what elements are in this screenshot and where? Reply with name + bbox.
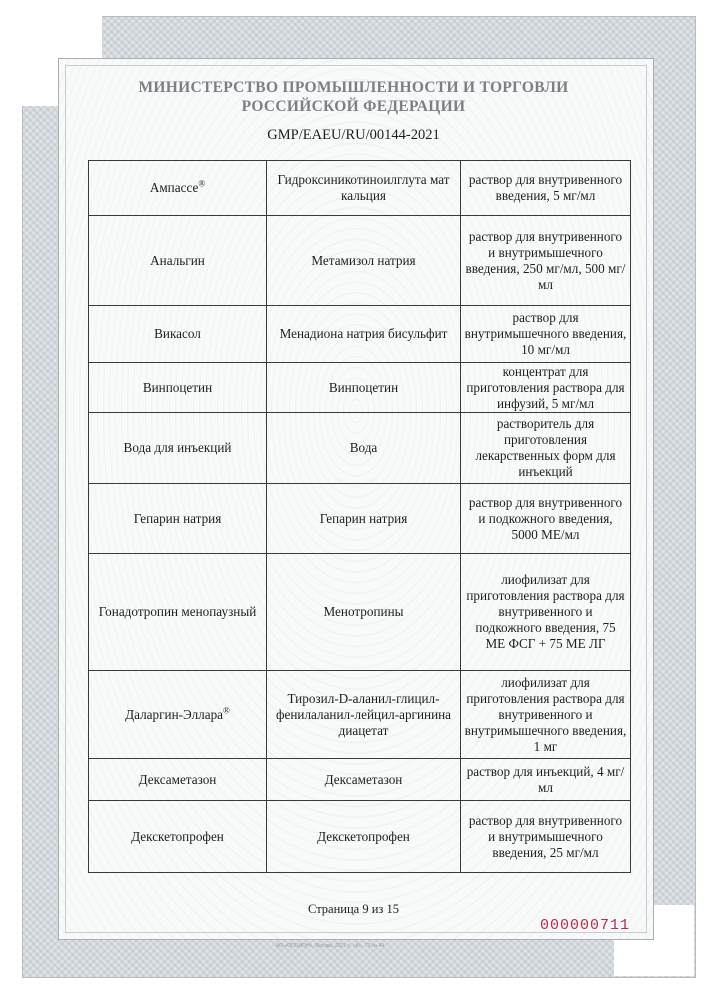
inn-cell: Гепарин натрия [267,484,461,554]
trade-name: Винпоцетин [142,379,213,395]
table-row [89,363,631,413]
dosage-form-cell: раствор для внутривенного и внутримышечного введения, 25 мг/мл [461,801,631,873]
registered-mark: ® [198,178,206,189]
dosage-form-cell: раствор для внутривенного введения, 5 мг/мл [461,161,631,216]
table-row [89,216,631,306]
trade-name-cell [89,759,267,801]
trade-name: Ампассе [149,180,199,195]
certificate-number: GMP/EAEU/RU/00144-2021 [267,127,440,143]
dosage-form-cell: раствор для инъекций, 4 мг/мл [461,759,631,801]
registered-mark: ® [223,705,230,716]
trade-name-cell [89,306,267,363]
printer-imprint: АО «ОПЦИОН», Москва, 2021 г., «Б», ТЗ № 44. [276,943,386,949]
trade-name: Викасол [154,326,201,341]
dosage-form-cell: концентрат для приготовления раствора для инфузий, 5 мг/мл [461,363,631,413]
inn-cell: Менадиона натрия бисульфит [267,306,461,363]
dosage-form-cell: лиофилизат для приготовления раствора для внутривенного и внутримышечного введения, 1 мг [461,671,631,759]
trade-name-cell [89,671,267,759]
table-row [89,759,631,801]
trade-name-cell [89,554,267,671]
table-row [89,671,631,759]
trade-name: Вода для инъекций [123,440,232,455]
dosage-form-cell: раствор для внутривенного и внутримышечного введения, 250 мг/мл, 500 мг/мл [461,216,631,306]
dosage-form-cell: лиофилизат для приготовления раствора для внутривенного и подкожного введения, 75 МЕ ФСГ + 75 МЕ ЛГ [461,554,631,671]
inn-cell: Тирозил-D-аланил-глицил-фенилаланил-лейцил-аргинина диацетат [267,671,461,759]
table-row [89,161,631,216]
inn-cell: Метамизол натрия [267,216,461,306]
trade-name: Анальгин [150,252,205,268]
inn-cell: Гидроксиникотиноилглута мат кальция [267,161,461,216]
table-row [89,554,631,671]
serial-number: 000000711 [540,917,631,934]
table-row [89,413,631,484]
ministry-title-line1: МИНИСТЕРСТВО ПРОМЫШЛЕННОСТИ И ТОРГОВЛИ [138,79,569,96]
trade-name-cell [89,161,267,216]
trade-name-cell [89,216,267,306]
inn-cell: Дексаметазон [267,759,461,801]
trade-name-cell [89,484,267,554]
table-row [89,484,631,554]
inn-cell: Декскетопрофен [267,801,461,873]
inn-cell: Вода [267,413,461,484]
page-number: Страница 9 из 15 [308,902,399,916]
dosage-form-cell: растворитель для приготовления лекарственных форм для инъекций [461,413,631,484]
trade-name-cell [89,801,267,873]
trade-name-cell [89,413,267,484]
inn-cell: Менотропины [267,554,461,671]
table-row [89,306,631,363]
trade-name: Гонадотропин менопаузный [98,604,257,619]
trade-name: Декскетопрофен [131,828,224,844]
trade-name: Дексаметазон [138,771,217,787]
table-row [89,801,631,873]
dosage-form-cell: раствор для внутривенного и подкожного введения, 5000 МЕ/мл [461,484,631,554]
dosage-form-cell: раствор для внутримышечного введения, 10 мг/мл [461,306,631,363]
ministry-title-line2: РОССИЙСКОЙ ФЕДЕРАЦИИ [241,98,466,115]
trade-name: Даларгин-Эллара [125,706,224,722]
trade-name: Гепарин натрия [133,510,222,526]
drug-table [88,160,631,873]
trade-name-cell [89,363,267,413]
inn-cell: Винпоцетин [267,363,461,413]
